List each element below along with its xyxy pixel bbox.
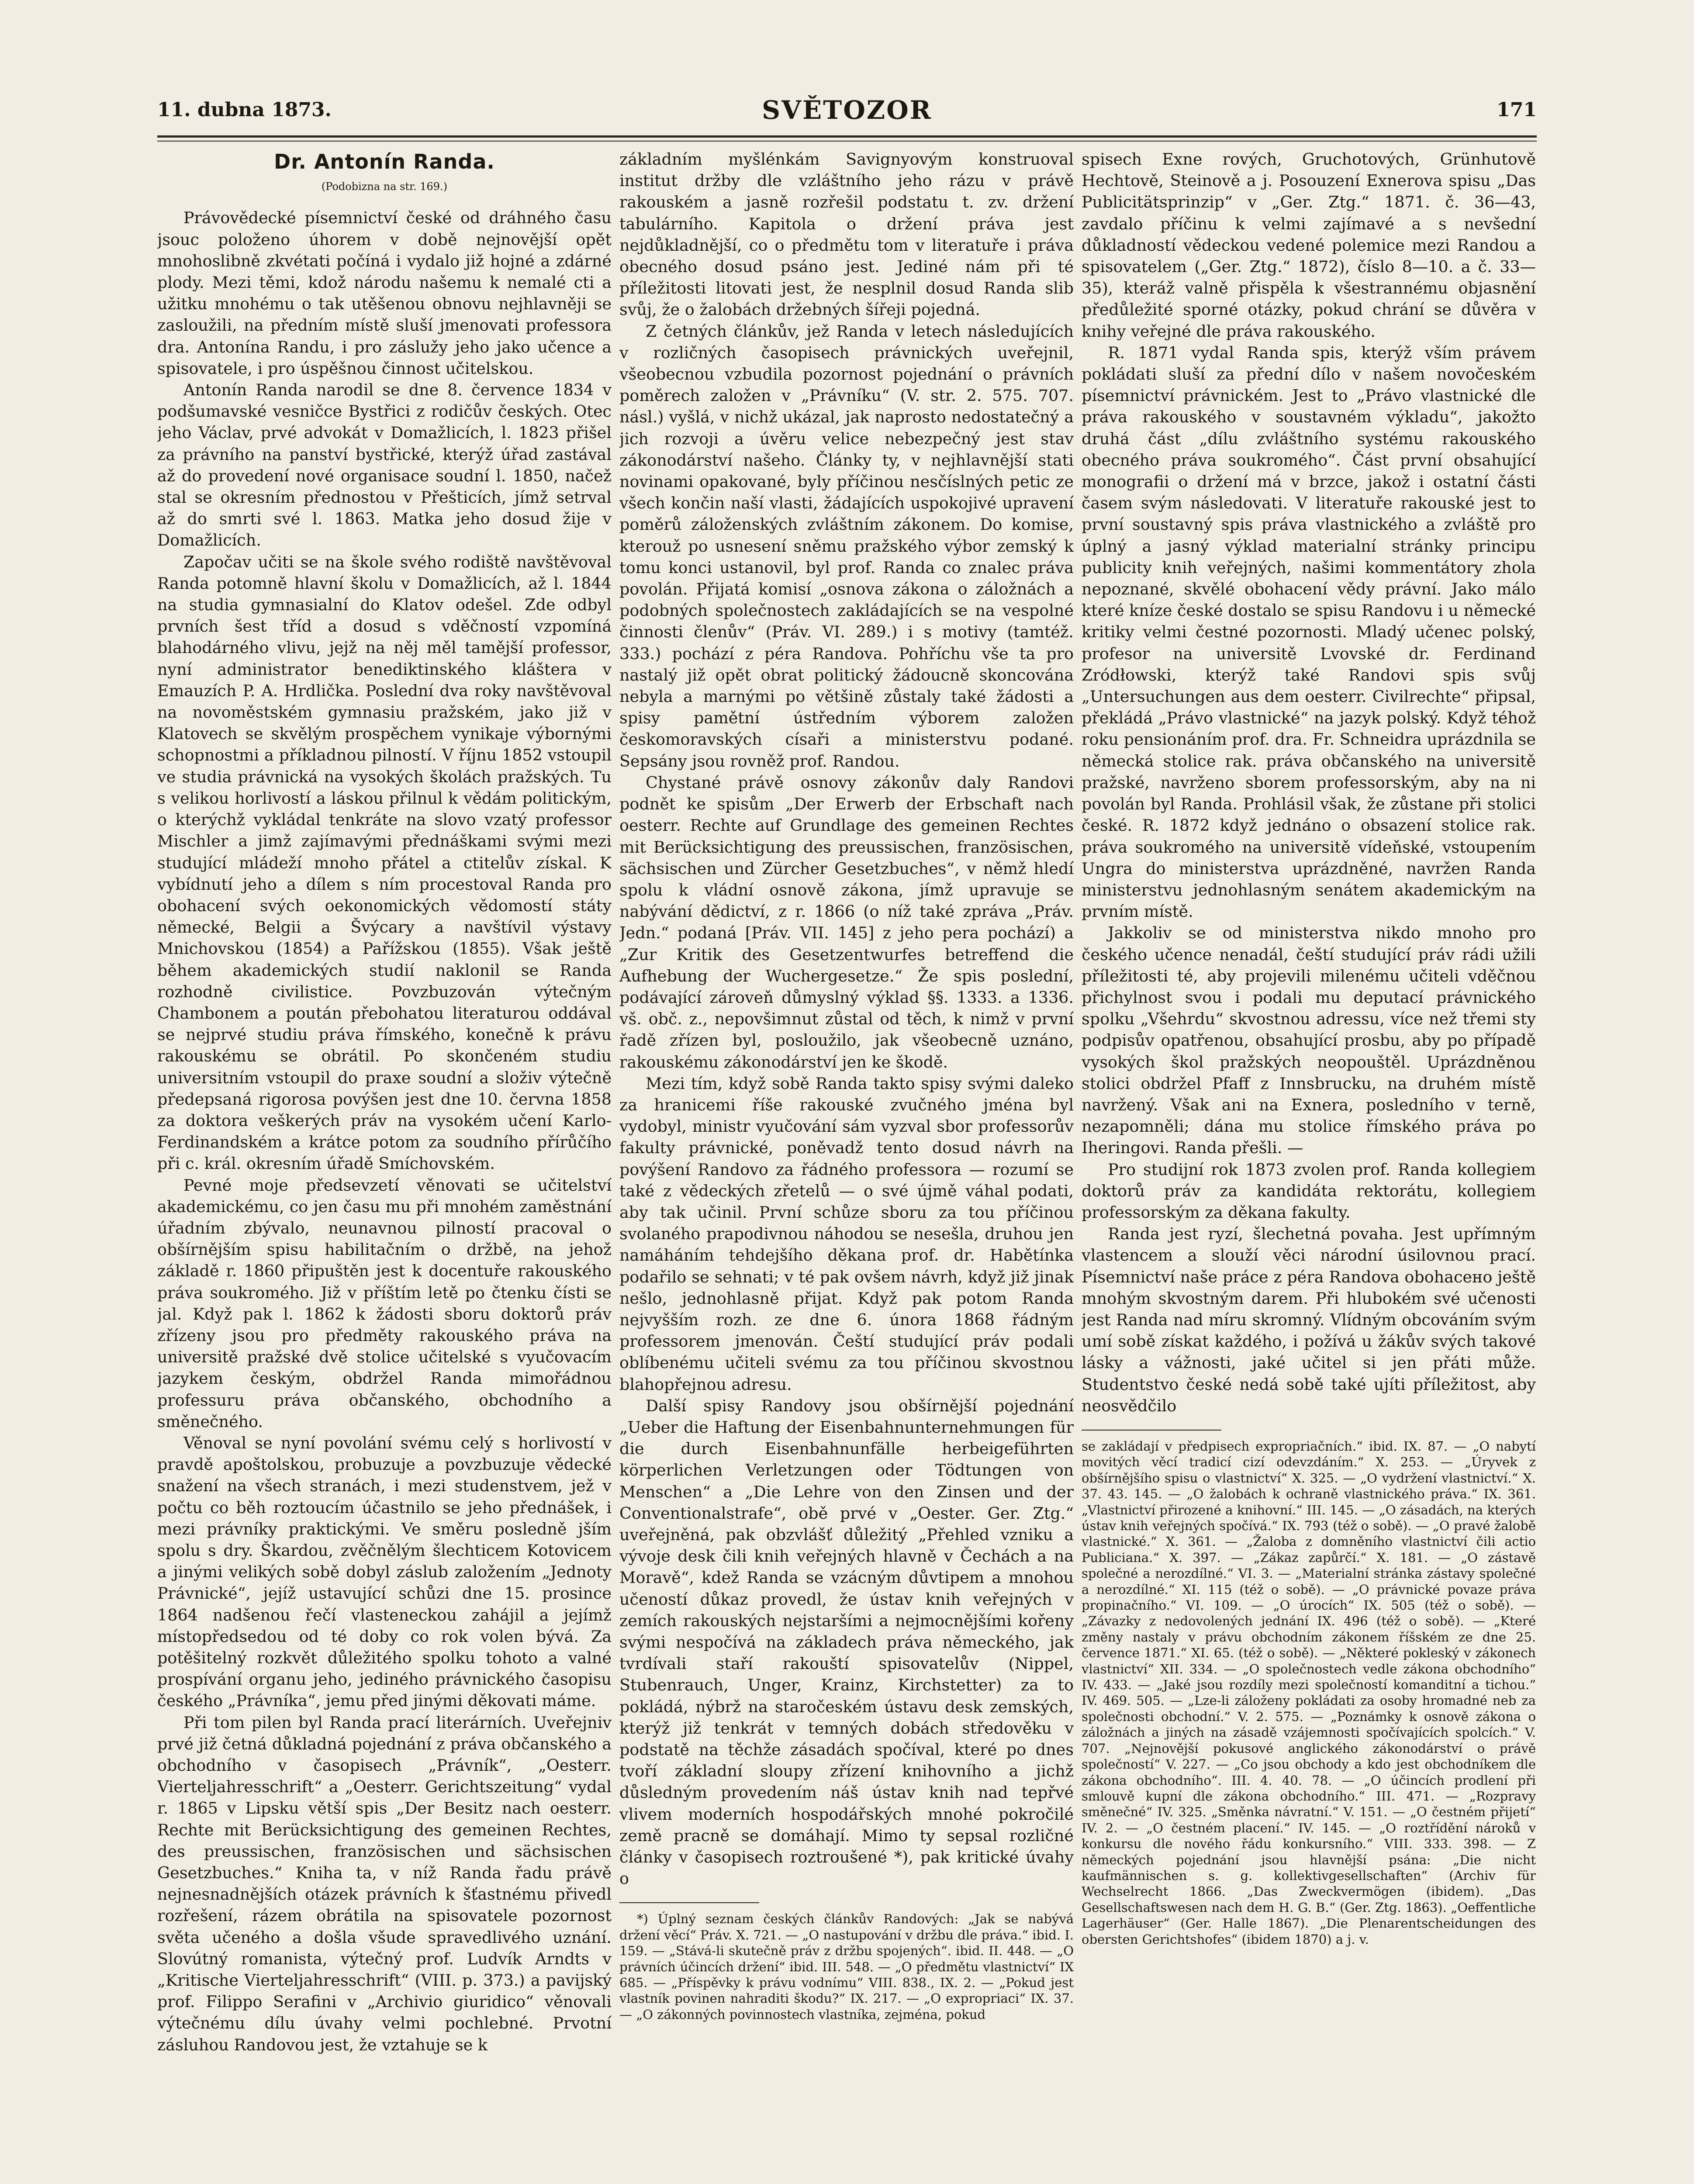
article-title: Dr. Antonín Randa. (274, 150, 495, 173)
paragraph: Další spisy Randovy jsou obšírnější pojednání „Ueber die Haftung der Eisenbahnunternehmungen für die durch Eisenbahnunfälle herbeigeführten körperlichen Verletzungen oder Tödtungen von Menschen“ a „Die Lehre von den Zinsen und der Conventionalstrafe“, obě prvé v „Oester. Ger. Ztg.“ uveřejněná, pak obzvlášť důležitý „Přehled vzniku a vývoje desk čili knih veřejných hlavně v Čechách a na Moravě“, kdež Randa se vzácným důvtipem a mnohou učeností důkaz provedl, že ústav knih veřejných v zemích rakouských nejstaršími a nejmocnějšími kořeny svými nespočívá na základech práva německého, jak tvrdívali staří rakouští spisovatelův (Nippel, Stubenrauch, Unger, Krainz, Kirchstetter) za to pokládá, nýbrž na staročeském ústavu desk zemských, kterýž již tenkrát v temných dobách středověku v podstatě na těchže zásadách spočíval, které po dnes tvoří základní sloupy zřízení knihovního a jichž důsledným provedením náš ústav knih nad tepřvé vlivem moderních hospodářských mnohé pokročilé země pracně se domáhají. Mimo ty sepsal rozličné články v časopisech roztroušené *), pak kritické úvahy o (619, 1396, 1074, 1888)
paragraph: Právovědecké písemnictví české od dráhného času jsouc položeno úhorem v době nejnovější opět mnohoslibně zkvétati počíná i vydalo již hojné a zdárné plody. Mezi těmi, kdož národu našemu k nemalé cti a užitku mnohému o tak utěšenou obnovu nejhlavněji se zasloužili, na předním místě sluší jmenovati professora dra. Antonína Randu, i pro záslužy jeho jako učence a spisovatele, i pro úspěšnou činnost učitelskou. (157, 208, 612, 378)
footnote-rule (1082, 1430, 1221, 1431)
column-3 (1082, 149, 1536, 2184)
paragraph: Mezi tím, když sobě Randa takto spisy svými daleko za hranicemi říše rakouské zvučného jména byl vydobyl, ministr vyučování sám vyzval sbor professorův fakulty právnické, poněvadž tento dosud návrh na povýšení Randovo za řádného professora — rozumí se také z vědeckých zřetelů — o své újmě váhal podati, aby tak učinil. První schůze sboru za tou příčinou svolaného prapodivnou náhodou se nesešla, druhou jen namáháním tehdejšího děkana prof. dr. Habětínka podařilo se sehnati; v té pak ovšem návrh, když již jinak nešlo, jednohlasně přijat. Když pak potom Randa nejvyšším rozh. ze dne 6. února 1868 řádným professorem jmenován. Čeští studující práv podali oblíbenému učiteli svému za tou příčinou skvostnou blahopřejnou adresu. (619, 1074, 1074, 1394)
header-rule (157, 135, 1537, 138)
issue-date: 11. dubna 1873. (157, 99, 332, 121)
paragraph: Antonín Randa narodil se dne 8. července 1834 v podšumavské vesničce Bystřici z rodičův českých. Otec jeho Václav, prvé advokát v Domažlicích, l. 1823 přišel za právního na panství bystřické, kterýž úřad zastával až do provedení nové organisace soudní l. 1850, načež stal se okresním přednostou v Přešticích, jímž setrval až do smrti své l. 1863. Matka jeho dosud žije v Domažlicích. (157, 380, 612, 550)
footnote-text: *) Úplný seznam českých článkův Randových: „Jak se nabývá držení věcí“ Práv. X. 721. — „O nastupování v držbu dle práva.“ ibid. I. 159. — „Stává-li skutečně práv z držbu spojených“. ibid. II. 448. — „O právních účincích držení“ ibid. III. 548. — „O předmětu vlastnictví“ IX 685. — „Příspěvky k právu vodnímu“ VIII. 838., IX. 2. — „Pokud jest vlastník povinen nahraditi škodu?“ IX. 217. — „O expropriaci“ IX. 37. — „O zákonných povinnostech vlastníka, zejména, pokud (619, 1911, 1074, 2022)
footnote-rule (619, 1902, 759, 1903)
paragraph: Započav učiti se na škole svého rodiště navštěvoval Randa potomně hlavní školu v Domažlicích, až l. 1844 na studia gymnasialní do Klatov odešel. Zde odbyl prvních šest tříd a dosud s vděčností vzpomíná blahodárného vlivu, jejž na něj měl tamější professor, nyní administrator benediktinského kláštera v Emauzích P. A. Hrdlička. Poslední dva roky navštěvoval na novoměstském gymnasiu pražském, jako již v Klatovech se skvělým prospěchem vynikaje výbornými schopnostmi a příkladnou pilností. V říjnu 1852 vstoupil ve studia právnická na vysokých školách pražských. Tu s velikou horlivostí a láskou přilnul k vědám politickým, o kterýchž vykládal tenkráte na slovo vzatý professor Mischler a jimž zajímavými přednáškami svými mezi studující mládeží mnoho přátel a ctitelův získal. K vybídnutí jeho a dílem s ním procestoval Randa pro obohacení svých oekonomických vědomostí státy německé, Belgii a Švýcary a navštívil výstavy Mnichovskou (1854) a Pařížskou (1855). Však ještě během akademických studií naklonil se Randa rozhodně civilistice. Povzbuzován výtečným Chambonem a poután přebohatou literaturou oddával se nejprvé studiu práva římského, konečně k právu rakouskému se obrátil. Po skončeném studiu universitním vstoupil do praxe soudní a složiv výtečně předepsaná rigorosa povýšen jest dne 10. června 1858 za doktora veškerých práv na vysokém učení Karlo-Ferdinandském a krátce potom za soudního přírůčího při c. král. okresním úřadě Smíchovském. (157, 552, 612, 1173)
paragraph: Věnoval se nyní povolání svému celý s horlivostí v pravdě apoštolskou, probuzuje a povzbuzuje vědecké snažení na všech stranách, i mezi studenstvem, jež v počtu co běh roztoucím účastnilo se jeho přednášek, i mezi právníky praktickými. Ve směru posledně jším spolu s dry. Škardou, zvěčnělým šlechticem Kotovicem a jinými velikých sobě dobyl záslub založením „Jednoty Právnické“, jejíž ustavující schůzi dne 15. prosince 1864 nadšenou řečí vlasteneckou zahájil a jejímž místopředsedou od té doby co rok volen bývá. Za potěšitelný rozkvět důležitého spolku tohoto a valné prospívání organu jeho, jediného právnického časopisu českého „Právníka“, jemu před jinými děkovati máme. (157, 1433, 612, 1711)
paragraph: základním myšlénkám Savignyovým konstruoval institut držby dle vzláštního jeho rázu v právě rakouském a jasně rozřešil podstatu t. zv. držení tabulárního. Kapitola o držení práva jest nejdůkladnější, co o předmětu tom v literatuře i práva obecného dosud psáno jest. Jediné nám při té příležitosti litovati jest, že nesplnil dosud Randa slib svůj, že o žalobách držebných šířeji pojedná. (619, 150, 1074, 319)
paragraph: Pevné moje předsevzetí věnovati se učitelství akademickému, co jen času mu při mnohém zaměstnání úřadním zbývalo, neunavnou pilností pracoval o obšírnějším spisu habilitačním o držbě, na jehož základě r. 1860 připuštěn jest k docentuře rakouského práva soukromého. Již v příštím letě po čtenku čísti se jal. Když pak l. 1862 k žádosti sboru doktorů práv zřízeny jsou pro předměty rakouského práva na universitě pražské dvě stolice učitelské s vyučovacím jazykem českým, obdržel Randa mimořádnou professuru práva občanského, obchodního a směnečného. (157, 1175, 612, 1431)
footnote-text: se zakládají v předpisech expropriačních.“ ibid. IX. 87. — „O nabytí movitých věcí tradicí cizí odevzdáním.“ X. 253. — „Úryvek z obšírnějšího spisu o vlastnictví“ X. 325. — „O vydržení vlastnictví.“ X. 37. 43. 145. — „O žalobách k ochraně vlastnického práva.“ IX. 361. „Vlastnictví přirozené a knihovní.“ III. 145. — „O zásadách, na kterých ústav knih veřejných spočívá.“ IX. 793 (též o sobě). — „O pravé žalobě vlastnické.“ X. 361. — „Žaloba z domněního vlastnictví čili actio Publiciana.“ X. 397. — „Zákaz zapůrčí.“ X. 181. — „O zástavě společné a nerozdílné.“ VI. 3. — „Materialní stránka zástavy společné a nerozdílné.“ XI. 115 (též o sobě). — „O právnické povaze práva propinačního.“ VI. 109. — „O úrocích“ IX. 505 (též o sobě). — „Závazky z nedovolených jednání IX. 496 (též o sobě). — „Které změny nastaly v právu obchodním zákonem říšském ze dne 25. července 1871.“ XI. 65. (též o sobě). — „Některé pokleský v zákonech vlastnictví“ XII. 334. — „O společnostech vedle zákona obchodního“ IV. 433. — „Jaké jsou rozdíly mezi společností komanditní a tichou.“ IV. 469. 505. — „Lze-li záloženy pokládati za osoby hromadné neb za společnosti obchodní.“ V. 2. 575. — „Poznámky k osnově zákona o záložnách a jiných na zásadě vzájemnosti spočívajících spolcích.“ V. 707. „Nejnovější pokusové anglického zákonodárství o právě společností“ V. 227. — „Co jsou obchody a kdo jest obchodníkem dle zákona obchodního“. III. 4. 40. 78. — „O účincích prodlení při smlouvě kupní dle zákona obchodního.“ III. 471. — „Rozpravy směnečné“ IV. 325. „Směnka návratní.“ V. 151. — „O čestném přijetí“ IV. 2. — „O čestném placení.“ IV. 145. — „O roztřídění nároků v konkursu dle nového řádu konkursního.“ VIII. 333. 398. — Z německých pojednání jsou hlavnější psána: „Die nicht kaufmännischen s. g. kollektivgesellschaften“ (Archiv für Wechselrecht 1866. „Das Zweckvermögen (ibidem). „Das Gesellschaftswesen nach dem H. G. B.“ (Ger. Ztg. 1863). „Oeffentliche Lagerhäuser“ (Ger. Halle 1867). „Die Plenarentscheidungen des obersten Gerichtshofes“ (ibidem 1870) a j. v. (1082, 1438, 1536, 1947)
journal-title: SVĚTOZOR (762, 95, 932, 125)
paragraph: spisech Exne rových, Gruchotových, Grünhutově Hechtově, Steinově a j. Posouzení Exnerova spisu „Das Publicitätsprinzip“ v „Ger. Ztg.“ 1871. č. 36—43, zavdalo příčinu k velmi zajímavé a s nevšední důkladností vědeckou vedené polemice mezi Randou a spisovatelem („Ger. Ztg.“ 1872), číslo 8—10. a č. 33—35), kteráž valně přispěla k všestrannému objasnění předůležité sporné otázky, pokud chrání se důvěra v knihy veřejné dle práva rakouského. (1082, 150, 1536, 341)
paragraph: Pro studijní rok 1873 zvolen prof. Randa kollegiem doktorů práv za kandidáta rektorátu, kollegiem professorským za děkana fakulty. (1082, 1160, 1536, 1222)
paragraph: Z četných článkův, jež Randa v letech následujících v rozličných časopisech právnických uveřejnil, všeobecnou vzbudila pozornost pojednání o právních poměrech založen v „Právníku“ (V. str. 2. 575. 707. násl.) vyšlá, v nichž ukázal, jak naprosto nedostatečný a jich rozvoji a úvěru velice nebezpečný jest stav zákonodárství našeho. Články ty, v nejhlavnější stati novinami opakované, byly příčinou nesčíslných petic ze všech končin naší vlasti, žádajících uspokojivé upravení poměrů záloženských zvláštním zákonem. Do komise, kterouž po usnesení sněmu pražského výbor zemský k tomu konci ustanovil, byl prof. Randa co znalec práva povolán. Přijatá komisí „osnova zákona o záložnách a podobných společnostech zakládajících se na vespolné činnosti členův“ (Práv. VI. 289.) i s motivy (tamtéž. 333.) pochází z péra Randova. Pohříchu vše ta pro nastalý již opět obrat politický žádoucně skoncována nebyla a marnými po většině zůstaly také žádosti a spisy pamětní ústředním výborem založen českomoravských císaři a ministerstvu podané. Sepsány jsou rovněž prof. Randou. (619, 321, 1074, 771)
paragraph: Jakkoliv se od ministerstva nikdo mnoho pro českého učence nenadál, čeští studující práv rádi užili příležitosti té, aby projevili milenému učiteli vděčnou přichylnost svou i podali mu deputací právnického spolku „Všehrdu“ skvostnou adressu, více než třemi sty podpisův opatřenou, obsahující prosbu, aby po případě vysokých škol pražských neopouštěl. Uprázdněnou stolici obdržel Pfaff z Innsbrucku, na druhém místě navržený. Však ani na Exnera, posledního v terně, nezapomněli; dána mu stolice římského práva po Iheringovi. Randa přešli. — (1082, 923, 1536, 1158)
paragraph: R. 1871 vydal Randa spis, kterýž vším právem pokládati sluší za přední dílo v našem novočeském písemnictví právnickém. Jest to „Právo vlastnické dle práva rakouského v soustavném výkladu“, jakožto druhá část „dílu zvláštního systému rakouského obecného práva soukromého“. Část první obsahující monografii o držení má v brzce, jakož i ostatní části časem svým následovati. V literatuře rakouské jest to první soustavný spis práva vlastnického a zvláště pro úplný a jasný výklad materialní stránky principu publicity knih veřejných, našimi kommentátory zhola nepoznané, skvělé obohacení vědy právní. Jako málo které kníze české dostalo se spisu Randovu i u německé kritiky velmi čestné pozornosti. Mladý učenec polský, profesor na universitě Lvovské dr. Ferdinand Zródłowski, kterýž také Randovi spis svůj „Untersuchungen aus dem oesterr. Civilrechte“ připsal, překládá „Právo vlastnické“ na jazyk polský. Když téhož roku pensionáním prof. dra. Fr. Schneidra uprázdnila se německá stolice rak. práva občanského na universitě pražské, navrženo sborem professorským, aby na ni povolán byl Randa. Prohlásil však, že zůstane při stolici české. R. 1872 když jednáno o obsazení stolice rak. práva soukromého na universitě vídeňské, vstoupením Ungra do ministerstva uprázdněné, navržen Randa ministerstvu jednohlasným senátem akademickým na prvním místě. (1082, 343, 1536, 921)
page-header (157, 95, 1537, 134)
article-subtitle: (Podobizna na str. 169.) (321, 180, 448, 193)
paragraph: Chystané právě osnovy zákonův daly Randovi podnět ke spisům „Der Erwerb der Erbschaft nach oesterr. Rechte auf Grundlage des gemeinen Rechtes mit Berücksichtigung des preussischen, französischen, sächsischen und Zürcher Gesetzbuches“, v němž hledí spolu k vládní osnově zákona, jímž upravuje se nabývání dědictví, z r. 1866 (o níž také zpráva „Práv. Jedn.“ podaná [Práv. VII. 145] z jeho pera pochází) a „Zur Kritik des Gesetzentwurfes betreffend die Aufhebung der Wuchergesetze.“ Že spis poslední, podávající zároveň důmyslný výklad §§. 1333. a 1336. vš. obč. z., nepovšimnut zůstal od těch, k nimž v první řadě zřízen byl, posloužilo, jak všeobecně uznáno, rakouskému zákonodárství jen ke škodě. (619, 773, 1074, 1071)
column-1 (157, 149, 612, 2184)
footnote (619, 1911, 1074, 2022)
page-number: 171 (1497, 99, 1537, 121)
footnote-continued (1082, 1438, 1536, 1947)
column-2 (619, 149, 1074, 2184)
paragraph: Při tom pilen byl Randa prací literárních. Uveřejniv prvé již četná důkladná pojednání z práva občanského a obchodního v časopisech „Právník“, „Oesterr. Vierteljahresschrift“ a „Oesterr. Gerichtszeitung“ vydal r. 1865 v Lipsku větší spis „Der Besitz nach oesterr. Rechte mit Berücksichtigung des gemeinen Rechtes, des preussischen, französischen und sächsischen Gesetzbuches.“ Kniha ta, v níž Randa řadu právě nejnesnadnějších otázek právních k šťastnému přivedl rozřešení, rázem obrátila na spisovatele pozornost světa učeného a došla všude spravedlivého uznání. Slovútný romanista, výtečný prof. Ludvík Arndts v „Kritische Vierteljahresschrift“ (VIII. p. 373.) a pavijský prof. Filippo Serafini v „Archivio giuridico“ věnovali výtečnému dílu úvahy velmi pochlebné. Prvotní zásluhou Randovou jest, že vztahuje se k (157, 1713, 612, 2054)
paragraph: Randa jest ryzí, šlechetná povaha. Jest upřímným vlastencem a slouží věci národní úsilovnou prací. Písemnictví naše práce z péra Randova obohacено ještě mnohým skvostným darem. Při hlubokém své učenosti jest Randa nad míru skromný. Vlídným obcováním svým umí sobě získat každého, i požívá u žákův svých takové lásky a vážnosti, jaké učitel si jen přáti může. Studentstvo české nedá sobě také ujíti příležitost, aby neosvědčilo (1082, 1224, 1536, 1415)
header-rule-thin (157, 141, 1537, 142)
